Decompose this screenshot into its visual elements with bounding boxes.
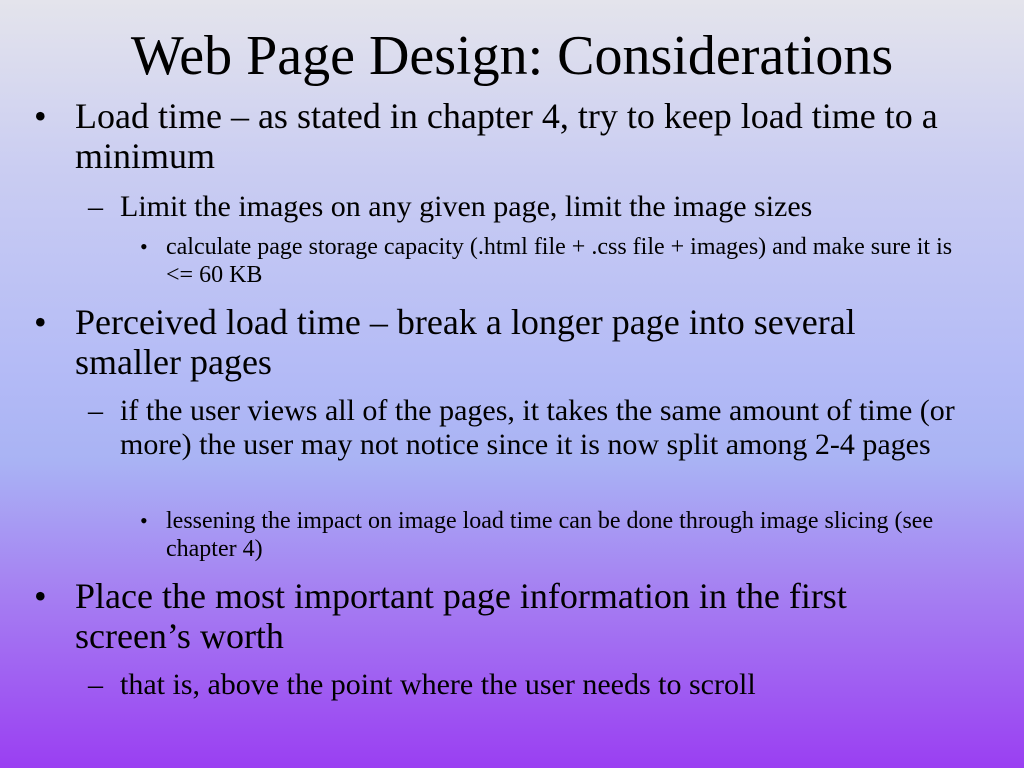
sub-sub-bullet-text: calculate page storage capacity (.html file + .css file + images) and make sure it is <= 60 KB	[166, 234, 953, 288]
bullet-glyph: •	[34, 96, 47, 136]
bullet-text: Load time – as stated in chapter 4, try to keep load time to a minimum	[75, 96, 938, 176]
bullet-glyph: •	[34, 302, 47, 342]
small-bullet-glyph: •	[140, 234, 148, 259]
bullet-text: Place the most important page information in the first screen’s worth	[75, 576, 847, 656]
sub-bullet-text: Limit the images on any given page, limit the image sizes	[120, 190, 813, 223]
sub-sub-bullet-text: lessening the impact on image load time can be done through image slicing (see chapter 4)	[166, 508, 934, 562]
bullet-text: Perceived load time – break a longer page into several smaller pages	[75, 302, 856, 382]
small-bullet-glyph: •	[140, 508, 148, 533]
sub-bullet-text: if the user views all of the pages, it takes the same amount of time (or more) the user may not notice since it is now split among 2-4 pages	[120, 394, 955, 461]
dash-glyph: –	[88, 190, 103, 223]
bullet-glyph: •	[34, 576, 47, 616]
dash-glyph: –	[88, 668, 103, 701]
slide-title: Web Page Design: Considerations	[130, 25, 894, 87]
dash-glyph: –	[88, 394, 103, 427]
sub-bullet-text: that is, above the point where the user needs to scroll	[120, 668, 756, 701]
